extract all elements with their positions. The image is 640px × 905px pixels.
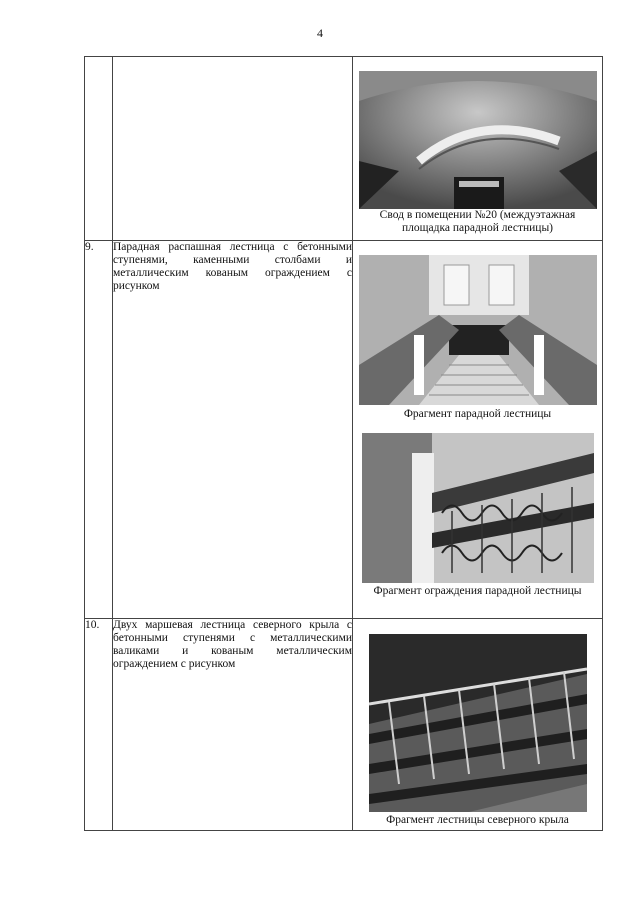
row-images — [353, 619, 603, 831]
north-stair-photo — [369, 634, 587, 812]
heritage-table — [84, 56, 603, 831]
table-row — [85, 241, 603, 619]
railing-photo — [362, 433, 594, 583]
row-images — [353, 57, 603, 241]
row-number: 10. — [85, 619, 113, 831]
image-caption: Фрагмент лестницы северного крыла — [386, 814, 569, 826]
image-caption: Фрагмент парадной лестницы — [403, 408, 552, 420]
page-number: 4 — [317, 26, 323, 40]
image-caption: Свод в помещении №20 (междуэтажная площадка парадной лестницы) — [379, 209, 576, 234]
staircase-photo — [359, 255, 597, 405]
table-row — [85, 619, 603, 831]
row-number: 9. — [85, 241, 113, 619]
row-number — [85, 57, 113, 241]
table-row — [85, 57, 603, 241]
row-images — [353, 241, 603, 619]
row-description: Двух маршевая лестница северного крыла с бетонными ступенями с металлическими валиками и кованым металлическим ограждением с рисунком — [113, 619, 353, 831]
row-description: Парадная распашная лестница с бетонными ступенями, каменными столбами и металлическим кованым ограждением с рисунком — [113, 241, 353, 619]
vault-photo — [359, 71, 597, 209]
row-description — [113, 57, 353, 241]
image-caption: Фрагмент ограждения парадной лестницы — [373, 585, 582, 597]
